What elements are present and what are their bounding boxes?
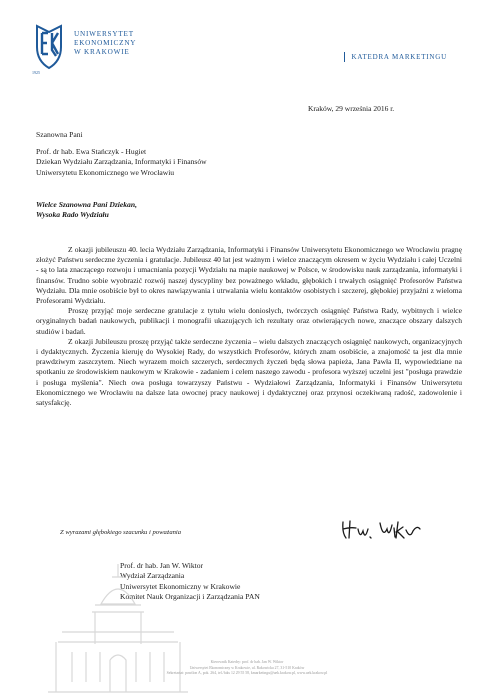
letter-date: Kraków, 29 września 2016 r. xyxy=(308,104,395,113)
footer-line: Sekretariat: pawilon A, pok. 264, tel./faks 12 29 55 58, kmarketingu@uek.krakow.pl, www.uek.krakow.pl xyxy=(166,671,328,676)
recipient-name: Prof. dr hab. Ewa Stańczyk - Hugiet xyxy=(36,147,147,157)
body-paragraph: Proszę przyjąć moje serdeczne gratulacje z tytułu wielu doniosłych, twórczych osiągnięć Państwa Rady, wybitnych i wielce oryginalnych badań naukowych, publikacji i monografii ukazujących ich rezultaty oraz otwierających nowe, znaczące obszary dalszych studiów i badań. xyxy=(36,306,462,336)
body-paragraph: Z okazji Jubileuszu proszę przyjąć także serdeczne życzenia – wielu dalszych znaczących osiągnięć naukowych, organizacyjnych i dydaktycznych. Życzenia kieruję do Wysokiej Rady, do wszystkich Profesorów, których znam osobiście, a znajomość ta jest dla mnie prawdziwym zaszczytem. Niech wyrazem moich szczerych, serdecznych życzeń będą słowa papieża, Jana Pawła II, wypowiedziane na spotkaniu ze środowiskiem naukowym w Krakowie - zadaniem i celem naszego zawodu - profesora wyższej uczelni jest "posługa prawdzie i posługa myślenia". Niech owa posługa towarzyszy Państwu - Wydziałowi Zarządzania, Informatyki i Finansów Uniwersytetu Ekonomicznego we Wrocławiu na dalsze lata owocnej pracy naukowej i dydaktycznej oraz przynosi oczekiwaną radość, zadowolenie i satysfakcję. xyxy=(36,336,462,408)
university-name-line: UNIWERSYTET xyxy=(74,30,134,38)
university-name-line: EKONOMICZNY xyxy=(74,39,137,47)
university-name-line: W KRAKOWIE xyxy=(74,48,130,56)
letter-greeting xyxy=(36,200,137,220)
university-name xyxy=(74,30,136,57)
signer-line: Uniwersytet Ekonomiczny w Krakowie xyxy=(120,581,241,591)
letter-footer xyxy=(0,660,494,677)
footer-line: Kierownik Katedry: prof. dr hab. Jan W. Wiktor xyxy=(210,660,284,664)
recipient-role: Dziekan Wydziału Zarządzania, Informatyki i Finansów xyxy=(36,157,207,167)
signer-line: Komitet Nauk Organizacji i Zarządzania PAN xyxy=(120,591,260,601)
department-name: KATEDRA MARKETINGU xyxy=(344,52,447,62)
university-emblem-icon xyxy=(34,22,64,70)
signer-line: Wydział Zarządzania xyxy=(120,571,185,581)
recipient-institution: Uniwersytetu Ekonomicznego we Wrocławiu xyxy=(36,167,175,177)
greeting-line: Wysoka Rado Wydziału xyxy=(36,210,109,219)
recipient-salutation: Szanowna Pani xyxy=(36,130,83,139)
recipient-address xyxy=(36,130,207,178)
signer-line: Prof. dr hab. Jan W. Wiktor xyxy=(120,561,204,570)
greeting-line: Wielce Szanowna Pani Dziekan, xyxy=(36,200,137,209)
founding-year: 1925 xyxy=(32,70,40,75)
footer-line: Uniwersytet Ekonomiczny w Krakowie, ul. Rakowicka 27, 31-510 Kraków xyxy=(189,665,305,670)
letter-body xyxy=(36,245,462,408)
university-logo xyxy=(24,20,174,80)
letter-closing: Z wyrazami głębokiego szacunku i poważania xyxy=(60,529,182,536)
handwritten-signature xyxy=(338,513,424,543)
body-paragraph: Z okazji jubileuszu 40. lecia Wydziału Zarządzania, Informatyki i Finansów Uniwersytetu Ekonomicznego we Wrocławiu pragnę złożyć Państwu serdeczne życzenia i gratulacje. Jubileusz 40 lat jest ważnym i wielce znaczącym okresem w życiu Wydziału i całej Uczelni - są to lata znaczącego rozwoju i umacniania pozycji Wydziału na mapie naukowej w Polsce, w środowisku nauk zarządzania, informatyki i finansów. Trudno sobie wyobrazić rozwój naszej dyscypliny bez poważnego wkładu, głębokich i trwałych osiągnięć Profesorów Państwa Wydziału. Dla mnie osobiście był to okres nawiązywania i utrwalania wielu kontaktów osobistych i szczerej, głębokiej przyjaźni z wieloma Profesorami Wydziału. xyxy=(36,245,462,306)
